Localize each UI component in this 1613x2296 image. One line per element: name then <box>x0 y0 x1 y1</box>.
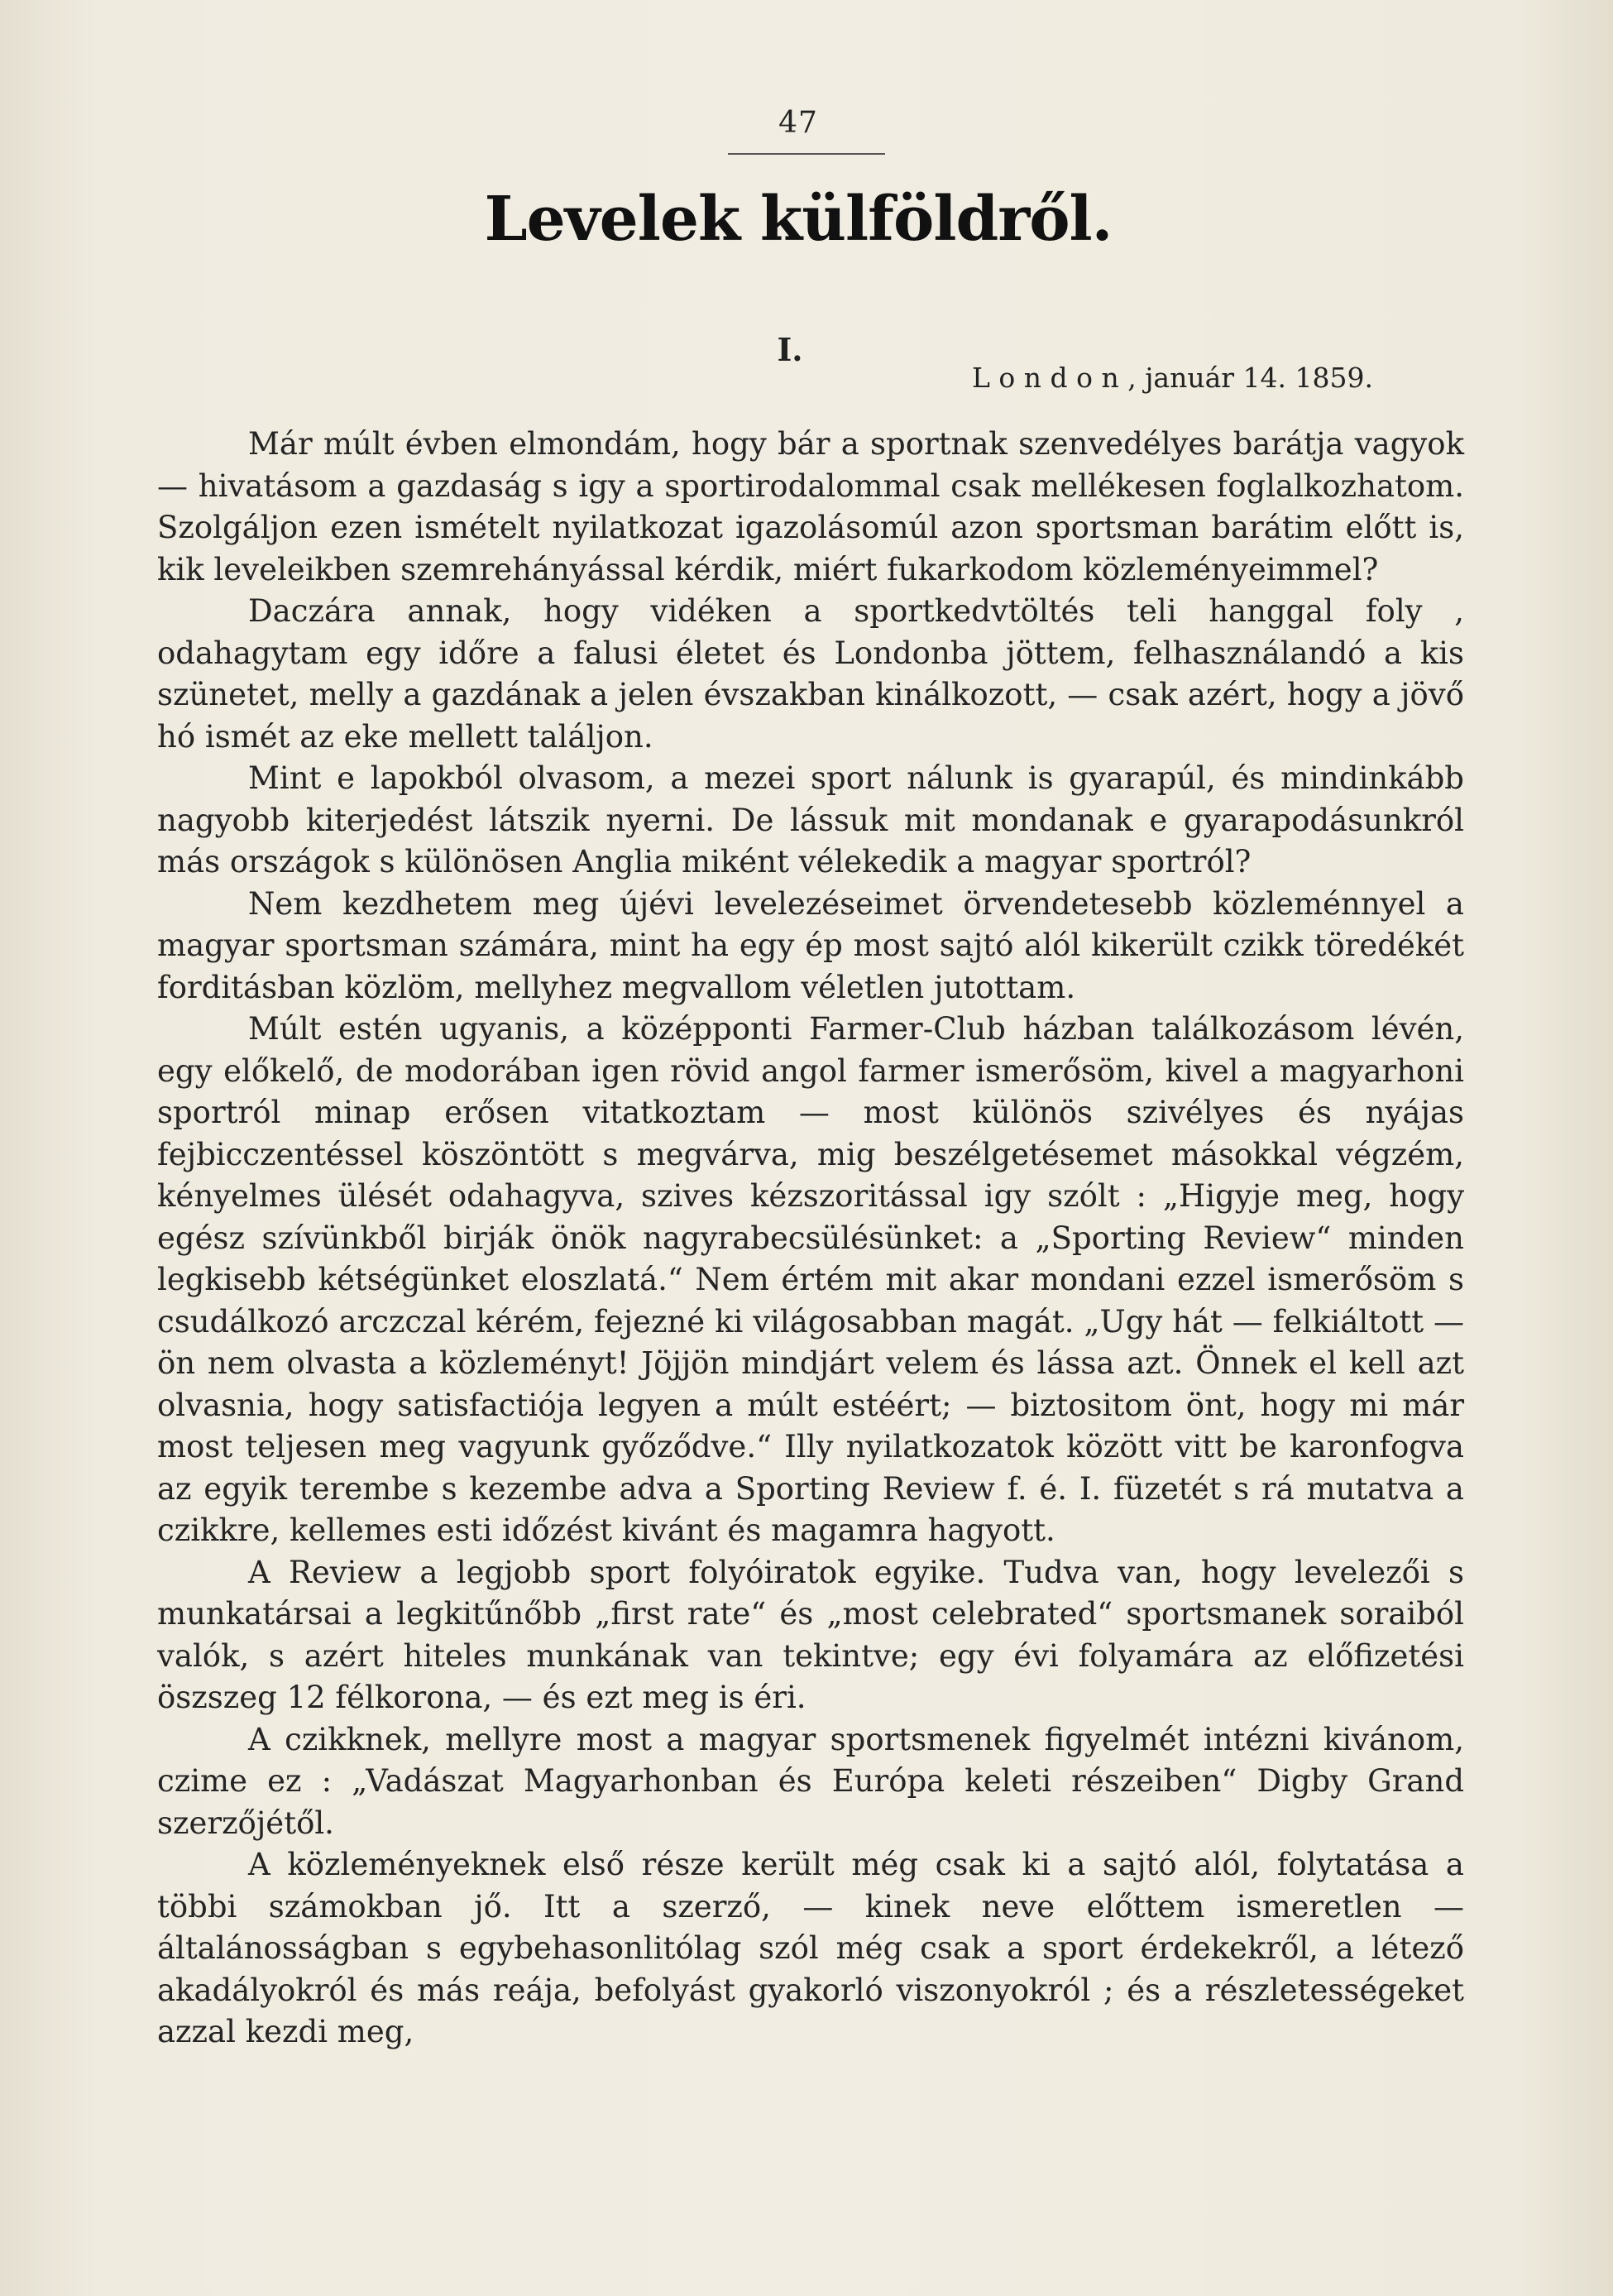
paragraph: Mint e lapokból olvasom, a mezei sport nálunk is gyarapúl, és mindinkább nagyobb kiterjedést látszik nyerni. De lássuk mit mondanak e gyarapodásunkról más országok s különösen Anglia miként vélekedik a magyar sportról? <box>157 760 1464 880</box>
section-numeral: I. <box>777 331 803 368</box>
article-body <box>157 424 1464 2054</box>
paragraph: Daczára annak, hogy vidéken a sportkedvtöltés teli hanggal foly , odahagytam egy időre a falusi életet és Londonba jöttem, felhasználandó a kis szünetet, melly a gazdának a jelen évszakban kinálkozott, — csak azért, hogy a jövő hó ismét az eke mellett találjon. <box>157 593 1464 755</box>
dateline: L o n d o n , január 14. 1859. <box>972 362 1373 394</box>
page-number: 47 <box>778 106 818 140</box>
paragraph: Már múlt évben elmondám, hogy bár a sportnak szenvedélyes barátja vagyok — hivatásom a gazdaság s igy a sportirodalommal csak mellékesen foglalkozhatom. Szolgáljon ezen ismételt nyilatkozat igazolásomúl azon sportsman barátim előtt is, kik leveleikben szemrehányással kérdik, miért fukarkodom közleményeimmel? <box>157 426 1464 587</box>
paragraph: A közleményeknek első része került még csak ki a sajtó alól, folytatása a többi számokban jő. Itt a szerző, — kinek neve előttem ismeretlen — általánosságban s egybehasonlitólag szól még csak a sport érdekekről, a létező akadályokról és más reája, befolyást gyakorló viszonyokról ; és a részletességeket azzal kezdi meg, <box>157 1847 1464 2049</box>
paragraph: A Review a legjobb sport folyóiratok egyike. Tudva van, hogy levelezői s munkatársai a legkitűnőbb „first rate“ és „most celebrated“ sportsmanek soraiból valók, s azért hiteles munkának van tekintve; egy évi folyamára az előfizetési öszszeg 12 félkorona, — és ezt meg is éri. <box>157 1554 1464 1715</box>
paragraph: A czikknek, mellyre most a magyar sportsmenek figyelmét intézni kivánom, czime ez : „Vadászat Magyarhonban és Európa keleti részeiben“ Digby Grand szerzőjétől. <box>157 1721 1464 1841</box>
paragraph: Múlt estén ugyanis, a középponti Farmer-Club házban találkozásom lévén, egy előkelő, de modorában igen rövid angol farmer ismerősöm, kivel a magyarhoni sportról minap erősen vitatkoztam — most különös szivélyes és nyájas fejbicczentéssel köszöntött s megvárva, mig beszélgetésemet másokkal végzém, kényelmes ülését odahagyva, szives kézszoritással igy szólt : „Higyje meg, hogy egész szívünkből birják önök nagyrabecsülésünket: a „Sporting Review“ minden legkisebb kétségünket eloszlatá.“ Nem értém mit akar mondani ezzel ismerősöm s csudálkozó arczczal kérém, fejezné ki világosabban magát. „Ugy hát — felkiáltott — ön nem olvasta a közleményt! Jöjjön mindjárt velem és lássa azt. Önnek el kell azt olvasnia, hogy satisfactiója legyen a múlt estéért; — biztositom önt, hogy mi már most teljesen meg vagyunk győződve.“ Illy nyilatkozatok között vitt be karonfogva az egyik terembe s kezembe adva a Sporting Review f. é. I. füzetét s rá mutatva a czikkre, kellemes esti időzést kivánt és magamra hagyott. <box>157 1011 1464 1548</box>
paragraph: Nem kezdhetem meg újévi levelezéseimet örvendetesebb közleménnyel a magyar sportsman számára, mint ha egy ép most sajtó alól kikerült czikk töredékét forditásban közlöm, mellyhez megvallom véletlen jutottam. <box>157 885 1464 1005</box>
header-rule <box>728 153 885 155</box>
article-title: Levelek külföldről. <box>484 184 1113 255</box>
